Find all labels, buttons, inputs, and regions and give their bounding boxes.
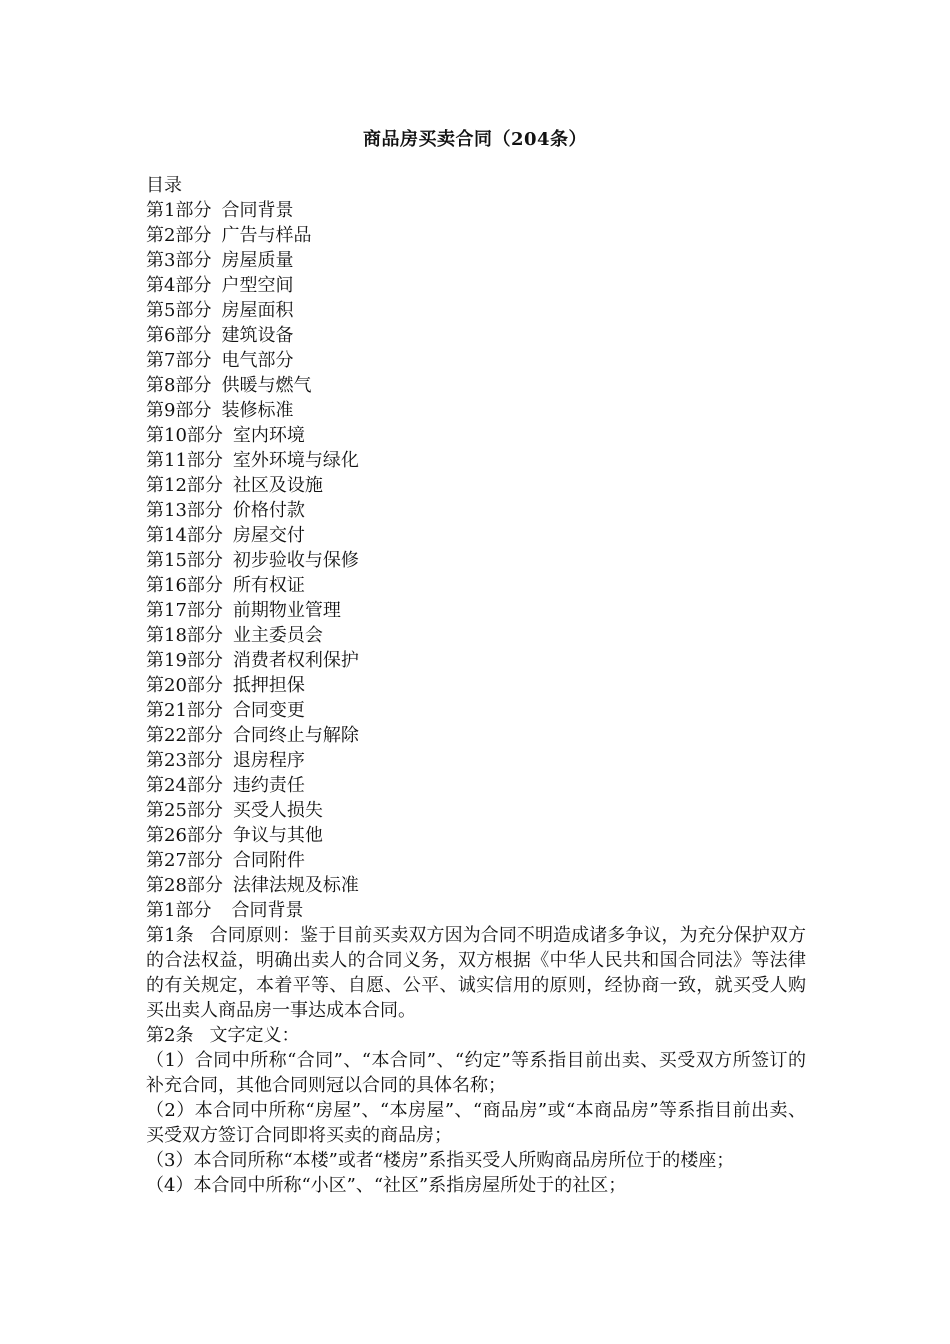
- toc-item-number: 第26部分: [146, 825, 223, 846]
- toc-item-name: 户型空间: [221, 275, 294, 296]
- toc-item-name: 室外环境与绿化: [232, 450, 359, 471]
- toc-item-name: 抵押担保: [232, 675, 305, 696]
- toc-item-number: 第9部分: [146, 400, 212, 421]
- toc-item-number: 第27部分: [146, 850, 223, 871]
- toc-item-number: 第1部分: [146, 200, 212, 221]
- toc-item-name: 装修标准: [221, 400, 294, 421]
- toc-item-name: 价格付款: [232, 500, 305, 521]
- toc-item-number: 第24部分: [146, 775, 223, 796]
- toc-item-name: 社区及设施: [232, 475, 323, 496]
- article-1-label: 第1条: [146, 925, 194, 946]
- toc-item-name: 法律法规及标准: [232, 875, 359, 896]
- toc-item-number: 第12部分: [146, 475, 223, 496]
- toc-item-name: 合同终止与解除: [232, 725, 359, 746]
- toc-item-number: 第28部分: [146, 875, 223, 896]
- toc-item-name: 初步验收与保修: [232, 550, 359, 571]
- toc-item: [146, 798, 806, 823]
- document-body: [146, 173, 806, 1198]
- toc-item-name: 消费者权利保护: [232, 650, 359, 671]
- toc-item: [146, 273, 806, 298]
- part-heading: [146, 898, 806, 923]
- toc-item-number: 第21部分: [146, 700, 223, 721]
- toc-item: [146, 398, 806, 423]
- toc-item-number: 第14部分: [146, 525, 223, 546]
- toc-item-number: 第16部分: [146, 575, 223, 596]
- toc-item-number: 第25部分: [146, 800, 223, 821]
- toc-item-number: 第6部分: [146, 325, 212, 346]
- toc-item: [146, 673, 806, 698]
- toc-item: [146, 448, 806, 473]
- toc-item-number: 第7部分: [146, 350, 212, 371]
- toc-item-name: 房屋面积: [221, 300, 294, 321]
- toc-item-number: 第18部分: [146, 625, 223, 646]
- toc-item: [146, 323, 806, 348]
- toc-item-name: 退房程序: [232, 750, 305, 771]
- toc-item-number: 第2部分: [146, 225, 212, 246]
- toc-item-name: 合同背景: [221, 200, 294, 221]
- toc-item-number: 第13部分: [146, 500, 223, 521]
- toc-item-number: 第19部分: [146, 650, 223, 671]
- toc-item-number: 第15部分: [146, 550, 223, 571]
- toc-item-number: 第3部分: [146, 250, 212, 271]
- toc-item: [146, 523, 806, 548]
- toc-item: [146, 573, 806, 598]
- toc-item: [146, 723, 806, 748]
- toc-item-number: 第8部分: [146, 375, 212, 396]
- toc-item-name: 房屋质量: [221, 250, 294, 271]
- toc-item-name: 电气部分: [221, 350, 294, 371]
- toc-item-number: 第10部分: [146, 425, 223, 446]
- toc-item: [146, 548, 806, 573]
- toc-item-name: 业主委员会: [232, 625, 323, 646]
- article-2-label: 第2条: [146, 1025, 194, 1046]
- toc-item: [146, 823, 806, 848]
- toc-item-name: 供暖与燃气: [221, 375, 312, 396]
- toc-item-number: 第11部分: [146, 450, 223, 471]
- article-2-items: [146, 1048, 806, 1198]
- table-of-contents: [146, 198, 806, 898]
- definition-item: （1）合同中所称“合同”、“本合同”、“约定”等系指目前出卖、买受双方所签订的补充合同，其他合同则冠以合同的具体名称；: [146, 1050, 806, 1096]
- toc-item: [146, 348, 806, 373]
- toc-item-number: 第22部分: [146, 725, 223, 746]
- article-2: [146, 1023, 806, 1048]
- toc-item: [146, 698, 806, 723]
- toc-item: [146, 598, 806, 623]
- article-1-text: 合同原则：鉴于目前买卖双方因为合同不明造成诸多争议，为充分保护双方的合法权益，明确出卖人的合同义务，双方根据《中华人民共和国合同法》等法律的有关规定，本着平等、自愿、公平、诚实信用的原则，经协商一致，就买受人购买出卖人商品房一事达成本合同。: [146, 925, 806, 1021]
- definition-item: （2）本合同中所称“房屋”、“本房屋”、“商品房”或“本商品房”等系指目前出卖、买受双方签订合同即将买卖的商品房；: [146, 1100, 806, 1146]
- definition-item: （3）本合同所称“本楼”或者“楼房”系指买受人所购商品房所位于的楼座；: [146, 1150, 735, 1171]
- toc-item-name: 建筑设备: [221, 325, 294, 346]
- toc-item: [146, 423, 806, 448]
- toc-item: [146, 373, 806, 398]
- toc-item: [146, 473, 806, 498]
- toc-item: [146, 223, 806, 248]
- toc-item: [146, 498, 806, 523]
- toc-item: [146, 248, 806, 273]
- toc-item-number: 第20部分: [146, 675, 223, 696]
- toc-item-name: 所有权证: [232, 575, 305, 596]
- definition-item: （4）本合同中所称“小区”、“社区”系指房屋所处于的社区；: [146, 1175, 627, 1196]
- toc-item: [146, 848, 806, 873]
- toc-item: [146, 648, 806, 673]
- toc-item-name: 前期物业管理: [232, 600, 341, 621]
- toc-item-number: 第4部分: [146, 275, 212, 296]
- toc-item-name: 室内环境: [232, 425, 305, 446]
- part-heading-name: 合同背景: [231, 900, 304, 921]
- toc-item-name: 合同变更: [232, 700, 305, 721]
- article-2-text: 文字定义：: [209, 1025, 300, 1046]
- toc-item-name: 买受人损失: [232, 800, 323, 821]
- toc-item: [146, 198, 806, 223]
- toc-item: [146, 873, 806, 898]
- part-heading-number: 第1部分: [146, 900, 212, 921]
- toc-item: [146, 623, 806, 648]
- toc-item-name: 违约责任: [232, 775, 305, 796]
- article-1: [146, 923, 806, 1023]
- toc-heading: 目录: [146, 175, 182, 196]
- toc-item-name: 合同附件: [232, 850, 305, 871]
- toc-item-number: 第23部分: [146, 750, 223, 771]
- toc-item-name: 房屋交付: [232, 525, 305, 546]
- document-title: 商品房买卖合同（204条）: [362, 129, 588, 150]
- toc-item: [146, 748, 806, 773]
- toc-item: [146, 298, 806, 323]
- toc-item-number: 第17部分: [146, 600, 223, 621]
- toc-item: [146, 773, 806, 798]
- toc-item-number: 第5部分: [146, 300, 212, 321]
- toc-item-name: 广告与样品: [221, 225, 312, 246]
- toc-item-name: 争议与其他: [232, 825, 323, 846]
